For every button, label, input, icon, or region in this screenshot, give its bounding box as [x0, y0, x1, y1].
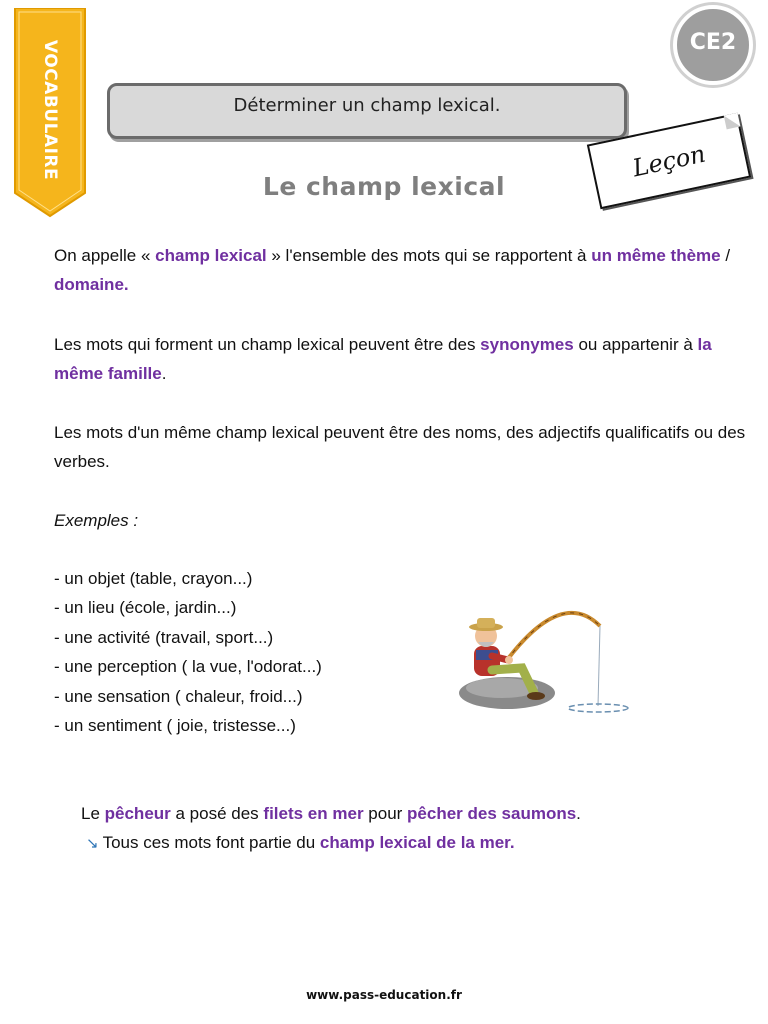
word-types-paragraph: Les mots d'un même champ lexical peuvent être des noms, des adjectifs qualificatifs ou des verbes.: [54, 423, 746, 471]
conclusion-highlight: champ lexical de la mer.: [319, 833, 515, 852]
conclusion-line: [86, 828, 768, 858]
level-badge: [665, 0, 761, 92]
p2-highlight-1: synonymes: [480, 335, 574, 354]
lecon-label: Leçon: [630, 139, 708, 183]
definition-paragraph: [54, 241, 746, 299]
p2-text-3: .: [161, 364, 167, 383]
objective-text: Déterminer un champ lexical.: [233, 94, 501, 116]
sentence-text-2: a posé des: [170, 804, 264, 823]
example-item: - un sentiment ( joie, tristesse...): [54, 716, 296, 736]
level-label: CE2: [689, 30, 737, 55]
example-item: - une perception ( la vue, l'odorat...): [54, 657, 322, 677]
definition-text-1: On appelle «: [54, 246, 156, 265]
definition-text-2: » l'ensemble des mots qui se rapportent à: [266, 246, 592, 265]
objective-box: [107, 83, 627, 139]
synonyms-paragraph: [54, 330, 746, 388]
example-item: - un objet (table, crayon...): [54, 569, 253, 588]
definition-highlight-2: domaine.: [54, 275, 129, 294]
p2-highlight-2: la même famille: [54, 335, 712, 383]
p2-text-2: ou appartenir à: [573, 335, 698, 354]
definition-term: champ lexical: [155, 246, 267, 265]
conclusion-text: Tous ces mots font partie du: [102, 833, 320, 852]
examples-label: Exemples :: [54, 511, 139, 530]
page-title: Le champ lexical: [262, 172, 506, 201]
p2-text-1: Les mots qui forment un champ lexical peuvent être des: [54, 335, 481, 354]
footer-url: www.pass-education.fr: [306, 988, 462, 1002]
sentence-highlight-1: pêcheur: [104, 804, 171, 823]
arrow-down-right-icon: ↘: [86, 835, 99, 852]
sentence-highlight-3: pêcher des saumons: [407, 804, 577, 823]
examples-list: [54, 564, 746, 740]
fisherman-illustration: [452, 598, 632, 718]
example-item: - un lieu (école, jardin...): [54, 598, 237, 618]
example-item: - une sensation ( chaleur, froid...): [54, 686, 303, 706]
definition-sep: /: [720, 246, 731, 265]
sentence-text-3: pour: [363, 804, 408, 823]
sentence-text-1: Le: [81, 804, 105, 823]
example-item: - une activité (travail, sport...): [54, 627, 274, 647]
sentence-highlight-2: filets en mer: [263, 804, 364, 823]
ribbon-label: VOCABULAIRE: [40, 39, 60, 181]
sentence-text-4: .: [576, 804, 581, 823]
example-sentence: [81, 799, 768, 828]
definition-highlight-1: un même thème: [591, 246, 721, 265]
